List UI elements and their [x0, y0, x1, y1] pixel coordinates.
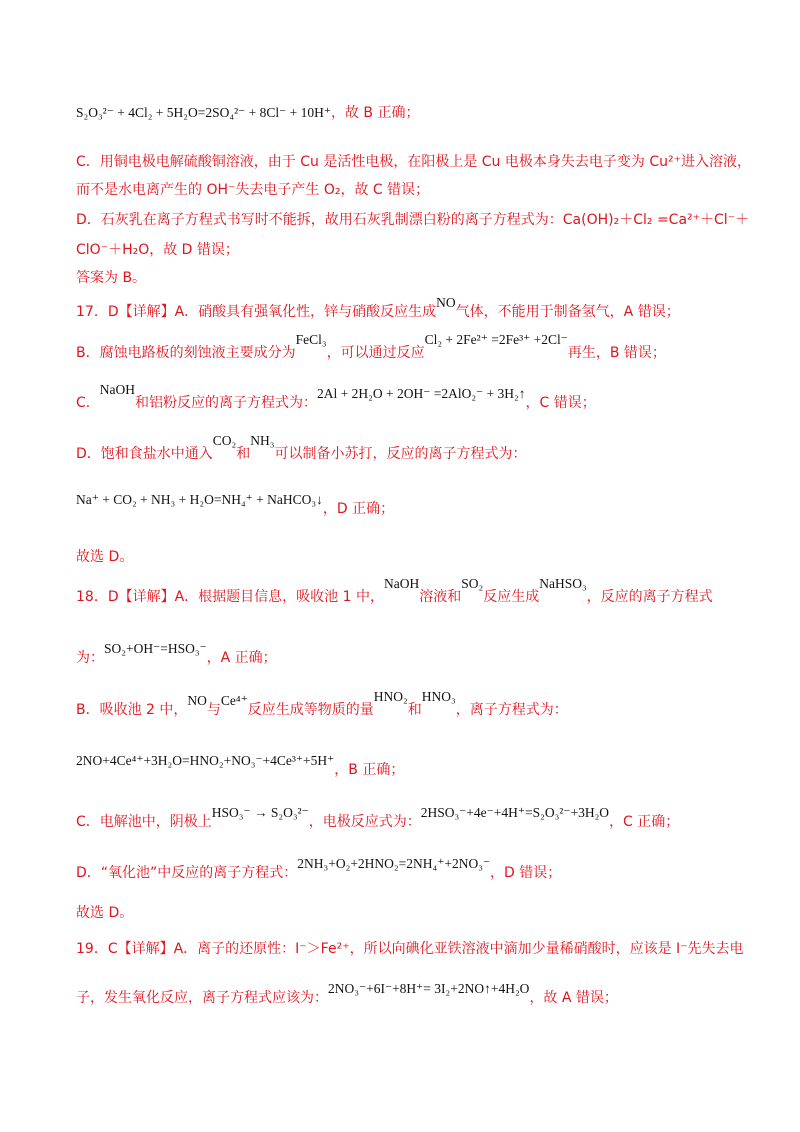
equation-thiosulfate-chlorine: S₂O₃²⁻ + 4Cl₂ + 5H₂O=2SO₄²⁻ + 8Cl⁻ + 10H⁺	[76, 105, 331, 120]
line-20: 19．C【详解】A．离子的还原性：I⁻＞Fe²⁺，所以向碘化亚铁溶液中滴加少量稀硝酸时，应该是 I⁻先失去电	[76, 941, 744, 957]
line-8: B．腐蚀电路板的刻蚀液主要成分为FeCl₃，可以通过反应Cl₂ + 2Fe²⁺ =2Fe³⁺ +2Cl⁻再生，B 错误；	[76, 332, 666, 361]
line-17: C．电解池中，阴极上HSO₃⁻ → S₂O₃²⁻，电极反应式为：2HSO₃⁻+4e⁻+4H⁺=S₂O₃²⁻+3H₂O，C 正确；	[76, 805, 680, 830]
line-5: ClO⁻＋H₂O，故 D 错误；	[76, 242, 239, 258]
line-18: D．“氧化池”中反应的离子方程式：2NH₃+O₂+2HNO₂=2NH₄⁺+2NO₃⁻，D 错误；	[76, 856, 562, 881]
line-3: 而不是水电离产生的 OH⁻失去电子产生 O₂，故 C 错误；	[76, 182, 430, 198]
line-9: C．NaOH和铝粉反应的离子方程式为：2Al + 2H₂O + 2OH⁻ =2AlO₂⁻ + 3H₂↑，C 错误；	[76, 382, 596, 411]
line-19: 故选 D。	[76, 905, 134, 921]
line-12: 故选 D。	[76, 549, 134, 565]
line-1: S₂O₃²⁻ + 4Cl₂ + 5H₂O=2SO₄²⁻ + 8Cl⁻ + 10H⁺，故 B 正确；	[76, 105, 420, 121]
line-7: 17．D【详解】A．硝酸具有强氧化性，锌与硝酸反应生成NO气体，不能用于制备氢气，A 错误；	[76, 295, 680, 320]
line-16: 2NO+4Ce⁴⁺+3H₂O=HNO₂+NO₃⁻+4Ce³⁺+5H⁺，B 正确；	[76, 753, 405, 778]
line-14: 为：SO₂+OH⁻=HSO₃⁻，A 正确；	[76, 641, 277, 666]
line-4: D．石灰乳在离子方程式书写时不能拆，故用石灰乳制漂白粉的离子方程式为：Ca(OH)₂＋Cl₂ =Ca²⁺＋Cl⁻＋	[76, 212, 750, 228]
line-2: C．用铜电极电解硫酸铜溶液，由于 Cu 是活性电极，在阳极上是 Cu 电极本身失去电子变为 Cu²⁺进入溶液，	[76, 154, 751, 170]
line-6: 答案为 B。	[76, 270, 147, 286]
line-11: Na⁺ + CO₂ + NH₃ + H₂O=NH₄⁺ + NaHCO₃↓，D 正确；	[76, 492, 395, 517]
line-10: D．饱和食盐水中通入CO₂和NH₃可以制备小苏打，反应的离子方程式为：	[76, 433, 527, 462]
line-13: 18．D【详解】A．根据题目信息，吸收池 1 中，NaOH溶液和SO₂反应生成NaHSO₃，反应的离子方程式	[76, 576, 713, 605]
line-15: B．吸收池 2 中，NO与Ce⁴⁺反应生成等物质的量HNO₂和HNO₃，离子方程式为：	[76, 689, 568, 718]
line-21: 子，发生氧化反应，离子方程式应该为：2NO₃⁻+6I⁻+8H⁺= 3I₂+2NO↑+4H₂O，故 A 错误；	[76, 981, 618, 1006]
